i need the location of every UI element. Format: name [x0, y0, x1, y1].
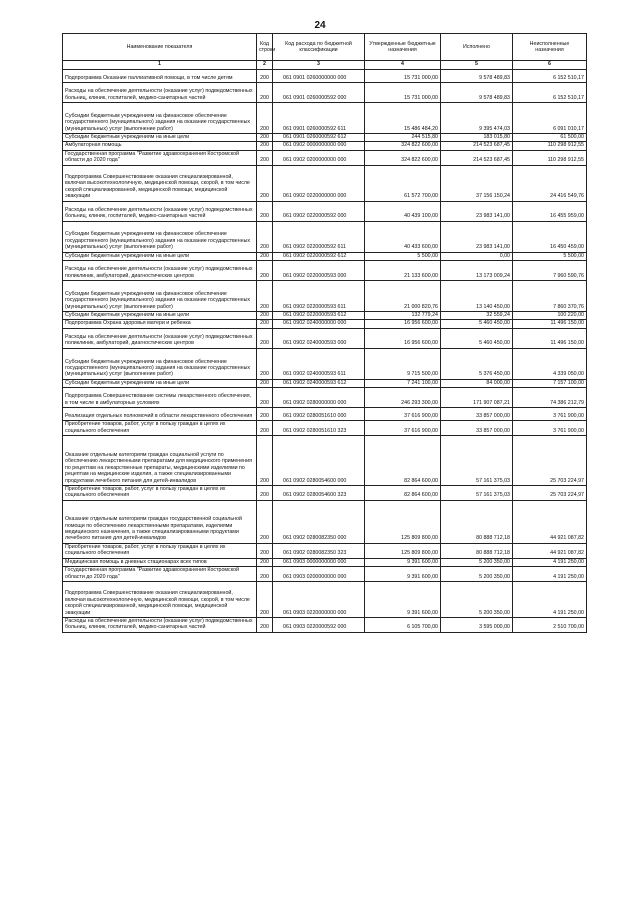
row-budget-code: 061 0902 0220000592 612 — [273, 252, 365, 260]
row-budget-code: 061 0903 0000000000 000 — [273, 558, 365, 566]
row-approved: 125 809 800,00 — [365, 543, 441, 558]
row-remaining: 2 510 700,00 — [513, 617, 587, 632]
row-executed: 5 460 450,00 — [441, 320, 513, 328]
row-executed: 214 523 687,45 — [441, 142, 513, 150]
row-budget-code: 061 0901 0260000592 611 — [273, 103, 365, 134]
row-line-code: 200 — [257, 142, 273, 150]
column-index: 1 — [63, 61, 257, 70]
row-remaining: 7 860 370,76 — [513, 281, 587, 312]
row-line-code: 200 — [257, 388, 273, 408]
row-approved: 324 822 600,00 — [365, 142, 441, 150]
row-approved: 9 391 600,00 — [365, 567, 441, 582]
row-approved: 9 391 600,00 — [365, 558, 441, 566]
row-budget-code: 061 0902 0280000000 000 — [273, 388, 365, 408]
row-approved: 21 000 820,76 — [365, 281, 441, 312]
row-name: Оказание отдельным категориям граждан социальной услуги по обеспечению лекарственными препаратами для медицинского применения по рецептам на лекарственные препараты, медицинскими изделиями по рецептам на медицинские изделия, а также специализированными продуктами лечебного питания для детей-инвалидов — [63, 436, 257, 486]
row-name: Приобретение товаров, работ, услуг в пользу граждан в целях их социального обеспечения — [63, 486, 257, 501]
row-approved: 16 956 600,00 — [365, 328, 441, 348]
row-executed: 5 200 350,00 — [441, 558, 513, 566]
row-name: Подпрограмма Охрана здоровья матери и ребенка — [63, 320, 257, 328]
row-remaining: 4 339 050,00 — [513, 348, 587, 379]
row-name: Субсидии бюджетным учреждениям на финансовое обеспечение государственного (муниципального) задания на оказание государственных (муниципальных) услуг (выполнение работ) — [63, 348, 257, 379]
row-budget-code: 061 0902 0280082350 323 — [273, 543, 365, 558]
row-line-code: 200 — [257, 134, 273, 142]
table-row — [63, 261, 587, 281]
row-line-code: 200 — [257, 281, 273, 312]
row-name: Расходы на обеспечение деятельности (оказание услуг) подведомственных больниц, клиник, госпиталей, медико-санитарных частей — [63, 617, 257, 632]
row-budget-code: 061 0902 0280051610 323 — [273, 421, 365, 436]
row-remaining: 4 191 250,00 — [513, 558, 587, 566]
row-remaining: 16 450 459,00 — [513, 221, 587, 252]
table-row — [63, 320, 587, 328]
row-approved: 125 809 800,00 — [365, 500, 441, 543]
column-index-row — [63, 61, 587, 70]
row-budget-code: 061 0902 0280082350 000 — [273, 500, 365, 543]
row-remaining: 11 496 150,00 — [513, 328, 587, 348]
row-name: Приобретение товаров, работ, услуг в пользу граждан в целях их социального обеспечения — [63, 543, 257, 558]
row-executed: 5 200 350,00 — [441, 567, 513, 582]
row-executed: 5 460 450,00 — [441, 328, 513, 348]
column-index: 5 — [441, 61, 513, 70]
row-approved: 132 779,24 — [365, 312, 441, 320]
table-row — [63, 567, 587, 582]
row-remaining: 6 091 010,17 — [513, 103, 587, 134]
row-name: Государственная программа "Развитие здравоохранения Костромской области до 2020 года" — [63, 150, 257, 165]
column-index: 6 — [513, 61, 587, 70]
row-executed: 3 595 000,00 — [441, 617, 513, 632]
row-budget-code: 061 0902 0280054600 000 — [273, 436, 365, 486]
row-line-code: 200 — [257, 500, 273, 543]
row-approved: 37 616 900,00 — [365, 408, 441, 421]
row-remaining: 7 157 100,00 — [513, 379, 587, 387]
table-row — [63, 312, 587, 320]
row-line-code: 200 — [257, 201, 273, 221]
row-executed: 23 983 141,00 — [441, 201, 513, 221]
row-approved: 37 616 900,00 — [365, 421, 441, 436]
table-row — [63, 70, 587, 83]
row-budget-code: 061 0902 0240000593 612 — [273, 379, 365, 387]
row-approved: 6 105 700,00 — [365, 617, 441, 632]
row-remaining: 44 921 087,82 — [513, 543, 587, 558]
row-remaining: 110 298 912,55 — [513, 150, 587, 165]
row-name: Субсидии бюджетным учреждениям на финансовое обеспечение государственного (муниципального) задания на оказание государственных (муниципальных) услуг (выполнение работ) — [63, 281, 257, 312]
row-budget-code: 061 0902 0220000592 611 — [273, 221, 365, 252]
row-line-code: 200 — [257, 581, 273, 617]
row-approved: 246 293 300,00 — [365, 388, 441, 408]
row-line-code: 200 — [257, 261, 273, 281]
table-row — [63, 543, 587, 558]
row-approved: 40 439 100,00 — [365, 201, 441, 221]
row-budget-code: 061 0903 0220000592 000 — [273, 617, 365, 632]
header-budget-code: Код расхода по бюджетной классификации — [273, 34, 365, 61]
row-remaining: 4 191 250,00 — [513, 581, 587, 617]
row-approved: 244 515,80 — [365, 134, 441, 142]
row-budget-code: 061 0902 0220000592 000 — [273, 201, 365, 221]
row-line-code: 200 — [257, 543, 273, 558]
row-line-code: 200 — [257, 379, 273, 387]
header-indicator-name: Наименование показателя — [63, 34, 257, 61]
row-name: Субсидии бюджетным учреждениям на иные цели — [63, 312, 257, 320]
table-row — [63, 388, 587, 408]
table-row — [63, 581, 587, 617]
row-budget-code: 061 0902 0240000593 611 — [273, 348, 365, 379]
row-remaining: 24 416 549,76 — [513, 165, 587, 201]
row-remaining: 16 455 959,00 — [513, 201, 587, 221]
table-row — [63, 201, 587, 221]
row-budget-code: 061 0903 0220000000 000 — [273, 581, 365, 617]
table-row — [63, 379, 587, 387]
row-budget-code: 061 0903 0200000000 000 — [273, 567, 365, 582]
row-remaining: 11 496 150,00 — [513, 320, 587, 328]
row-approved: 16 956 600,00 — [365, 320, 441, 328]
row-approved: 15 731 000,00 — [365, 83, 441, 103]
row-remaining: 74 386 212,79 — [513, 388, 587, 408]
row-budget-code: 061 0901 0260000592 612 — [273, 134, 365, 142]
row-approved: 7 241 100,00 — [365, 379, 441, 387]
table-header-row — [63, 34, 587, 61]
page-number: 24 — [314, 20, 326, 31]
table-row — [63, 348, 587, 379]
row-line-code: 200 — [257, 486, 273, 501]
row-remaining: 6 152 510,17 — [513, 83, 587, 103]
row-remaining: 5 500,00 — [513, 252, 587, 260]
row-line-code: 200 — [257, 320, 273, 328]
table-row — [63, 150, 587, 165]
row-executed: 9 578 489,83 — [441, 70, 513, 83]
table-row — [63, 558, 587, 566]
row-approved: 82 864 600,00 — [365, 486, 441, 501]
row-budget-code: 061 0902 0240000593 000 — [273, 328, 365, 348]
table-row — [63, 221, 587, 252]
row-executed: 183 015,80 — [441, 134, 513, 142]
row-executed: 84 000,00 — [441, 379, 513, 387]
column-index: 4 — [365, 61, 441, 70]
row-line-code: 200 — [257, 348, 273, 379]
row-line-code: 200 — [257, 558, 273, 566]
row-budget-code: 061 0902 0240000000 000 — [273, 320, 365, 328]
table-row — [63, 421, 587, 436]
row-budget-code: 061 0902 0220000593 612 — [273, 312, 365, 320]
row-remaining: 3 761 900,00 — [513, 421, 587, 436]
row-line-code: 200 — [257, 421, 273, 436]
row-approved: 5 500,00 — [365, 252, 441, 260]
row-name: Субсидии бюджетным учреждениям на иные цели — [63, 379, 257, 387]
row-executed: 5 376 450,00 — [441, 348, 513, 379]
table-row — [63, 486, 587, 501]
row-executed: 13 140 450,00 — [441, 281, 513, 312]
row-remaining: 61 500,00 — [513, 134, 587, 142]
row-executed: 33 857 000,00 — [441, 408, 513, 421]
row-line-code: 200 — [257, 436, 273, 486]
row-line-code: 200 — [257, 408, 273, 421]
row-executed: 57 161 375,03 — [441, 486, 513, 501]
row-line-code: 200 — [257, 165, 273, 201]
row-executed: 37 156 150,24 — [441, 165, 513, 201]
row-executed: 0,00 — [441, 252, 513, 260]
row-budget-code: 061 0902 0280051610 000 — [273, 408, 365, 421]
row-name: Расходы на обеспечение деятельности (оказание услуг) подведомственных больниц, клиник, госпиталей, медико-санитарных частей — [63, 201, 257, 221]
row-line-code: 200 — [257, 221, 273, 252]
row-approved: 9 715 500,00 — [365, 348, 441, 379]
table-row — [63, 328, 587, 348]
table-row — [63, 142, 587, 150]
table-row — [63, 165, 587, 201]
row-line-code: 200 — [257, 617, 273, 632]
row-name: Медицинская помощь в дневных стационарах всех типов — [63, 558, 257, 566]
table-row — [63, 617, 587, 632]
table-row — [63, 83, 587, 103]
row-line-code: 200 — [257, 252, 273, 260]
row-line-code: 200 — [257, 150, 273, 165]
row-budget-code: 061 0902 0280054600 323 — [273, 486, 365, 501]
table-row — [63, 436, 587, 486]
row-approved: 21 133 600,00 — [365, 261, 441, 281]
row-remaining: 3 761 900,00 — [513, 408, 587, 421]
header-line-code: Код строки — [257, 34, 273, 61]
row-line-code: 200 — [257, 83, 273, 103]
row-budget-code: 061 0901 0260000000 000 — [273, 70, 365, 83]
row-approved: 9 391 600,00 — [365, 581, 441, 617]
row-remaining: 6 152 510,17 — [513, 70, 587, 83]
row-name: Реализация отдельных полномочий в области лекарственного обеспечения — [63, 408, 257, 421]
row-remaining: 110 298 912,55 — [513, 142, 587, 150]
row-remaining: 25 703 224,97 — [513, 436, 587, 486]
header-approved: Утвержденные бюджетные назначения — [365, 34, 441, 61]
header-executed: Исполнено — [441, 34, 513, 61]
row-name: Субсидии бюджетным учреждениям на иные цели — [63, 134, 257, 142]
row-executed: 13 173 009,24 — [441, 261, 513, 281]
row-line-code: 200 — [257, 70, 273, 83]
table-row — [63, 281, 587, 312]
row-executed: 23 983 141,00 — [441, 221, 513, 252]
row-executed: 214 523 687,45 — [441, 150, 513, 165]
row-executed: 32 559,24 — [441, 312, 513, 320]
row-budget-code: 061 0902 0220000593 000 — [273, 261, 365, 281]
row-line-code: 200 — [257, 103, 273, 134]
row-name: Расходы на обеспечение деятельности (оказание услуг) подведомственных поликлиник, амбулаторий, диагностических центров — [63, 328, 257, 348]
row-budget-code: 061 0902 0220000000 000 — [273, 165, 365, 201]
row-name: Подпрограмма Совершенствование системы лекарственного обеспечения, в том числе в амбулаторных условиях — [63, 388, 257, 408]
table-row — [63, 500, 587, 543]
row-name: Подпрограмма Оказание паллиативной помощи, в том числе детям — [63, 70, 257, 83]
row-budget-code: 061 0902 0200000000 000 — [273, 150, 365, 165]
row-name: Оказание отдельным категориям граждан государственной социальной помощи по обеспечению лекарственными препаратами, изделиями медицинского назначения, а также специализированными продуктами лечебного питания для детей-инвалидов — [63, 500, 257, 543]
row-executed: 171 907 087,21 — [441, 388, 513, 408]
row-approved: 15 731 000,00 — [365, 70, 441, 83]
table-row — [63, 103, 587, 134]
row-name: Подпрограмма Совершенствование оказания специализированной, включая высокотехнологичную, медицинской помощи, скорой, в том числе скорой специализированной, медицинской помощи, медицинской эвакуации — [63, 581, 257, 617]
row-remaining: 25 703 224,97 — [513, 486, 587, 501]
row-name: Расходы на обеспечение деятельности (оказание услуг) подведомственных больниц, клиник, госпиталей, медико-санитарных частей — [63, 83, 257, 103]
row-executed: 9 395 474,03 — [441, 103, 513, 134]
row-approved: 324 822 600,00 — [365, 150, 441, 165]
column-index: 3 — [273, 61, 365, 70]
row-executed: 5 200 350,00 — [441, 581, 513, 617]
row-remaining: 100 220,00 — [513, 312, 587, 320]
row-executed: 33 857 000,00 — [441, 421, 513, 436]
row-budget-code: 061 0902 0220000593 611 — [273, 281, 365, 312]
row-name: Приобретение товаров, работ, услуг в пользу граждан в целях их социального обеспечения — [63, 421, 257, 436]
row-name: Субсидии бюджетным учреждениям на финансовое обеспечение государственного (муниципального) задания на оказание государственных (муниципальных) услуг (выполнение работ) — [63, 221, 257, 252]
row-remaining: 44 921 087,82 — [513, 500, 587, 543]
row-name: Государственная программа "Развитие здравоохранения Костромской области до 2020 года" — [63, 567, 257, 582]
table-row — [63, 252, 587, 260]
row-approved: 40 433 600,00 — [365, 221, 441, 252]
row-line-code: 200 — [257, 328, 273, 348]
header-remaining: Неисполненные назначения — [513, 34, 587, 61]
table-row — [63, 408, 587, 421]
row-executed: 80 888 712,18 — [441, 543, 513, 558]
row-remaining: 4 191 250,00 — [513, 567, 587, 582]
budget-execution-table — [62, 33, 587, 633]
row-line-code: 200 — [257, 567, 273, 582]
row-line-code: 200 — [257, 312, 273, 320]
row-budget-code: 061 0902 0000000000 000 — [273, 142, 365, 150]
row-approved: 82 864 600,00 — [365, 436, 441, 486]
row-remaining: 7 960 590,76 — [513, 261, 587, 281]
row-budget-code: 061 0901 0260000592 000 — [273, 83, 365, 103]
row-name: Амбулаторная помощь — [63, 142, 257, 150]
row-approved: 15 486 484,20 — [365, 103, 441, 134]
row-executed: 80 888 712,18 — [441, 500, 513, 543]
table-row — [63, 134, 587, 142]
row-name: Субсидии бюджетным учреждениям на финансовое обеспечение государственного (муниципального) задания на оказание государственных (муниципальных) услуг (выполнение работ) — [63, 103, 257, 134]
row-approved: 61 572 700,00 — [365, 165, 441, 201]
column-index: 2 — [257, 61, 273, 70]
row-name: Расходы на обеспечение деятельности (оказание услуг) подведомственных поликлиник, амбулаторий, диагностических центров — [63, 261, 257, 281]
row-name: Субсидии бюджетным учреждениям на иные цели — [63, 252, 257, 260]
row-executed: 9 578 489,83 — [441, 83, 513, 103]
row-executed: 57 161 375,03 — [441, 436, 513, 486]
row-name: Подпрограмма Совершенствование оказания специализированной, включая высокотехнологичную, медицинской помощи, скорой, в том числе скорой специализированной, медицинской помощи, медицинской эвакуации — [63, 165, 257, 201]
